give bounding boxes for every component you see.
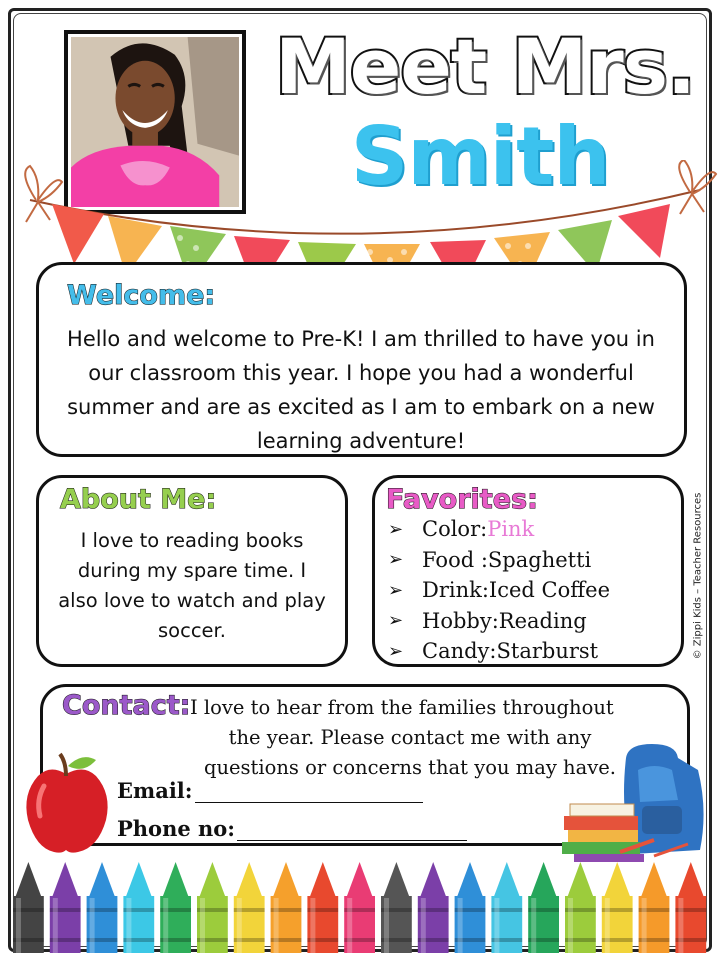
crayon-icon bbox=[13, 862, 44, 953]
page-title: Meet Mrs. bbox=[275, 22, 695, 111]
crayon-icon bbox=[197, 862, 228, 953]
crayon-icon bbox=[50, 862, 81, 953]
email-label: Email: bbox=[117, 778, 193, 803]
welcome-line: our classroom this year. I hope you had a wonderful bbox=[88, 361, 634, 385]
copyright-text: © Zippi Kids – Teacher Resources bbox=[692, 492, 704, 660]
welcome-text bbox=[44, 322, 678, 458]
crayon-icon bbox=[418, 862, 449, 953]
favorite-item-food bbox=[388, 545, 678, 576]
favorites-list bbox=[388, 514, 678, 667]
favorite-value: Iced Coffee bbox=[488, 578, 611, 603]
contact-heading: Contact: bbox=[62, 690, 191, 721]
favorite-value: Starburst bbox=[496, 639, 599, 664]
phone-blank-line bbox=[237, 819, 467, 841]
copyright-notice bbox=[688, 488, 708, 664]
crayons-border bbox=[10, 858, 710, 953]
favorite-item-hobby bbox=[388, 606, 678, 637]
crayon-icon bbox=[455, 862, 486, 953]
arrow-bullet-icon: ➢ bbox=[388, 640, 404, 662]
teacher-name: Smith bbox=[350, 110, 610, 203]
favorite-label: Color: bbox=[422, 517, 488, 542]
crayon-icon bbox=[565, 862, 596, 953]
phone-row bbox=[117, 816, 467, 841]
email-blank-line bbox=[195, 781, 423, 803]
arrow-bullet-icon: ➢ bbox=[388, 610, 404, 632]
favorite-value: Pink bbox=[487, 517, 535, 542]
welcome-line: summer and are as excited as I am to embark on a new bbox=[67, 395, 655, 419]
arrow-bullet-icon: ➢ bbox=[388, 549, 404, 571]
favorite-item-drink bbox=[388, 575, 678, 606]
contact-line: I love to hear from the families throughout bbox=[190, 696, 614, 719]
favorite-label: Hobby: bbox=[422, 608, 499, 633]
crayon-icon bbox=[491, 862, 522, 953]
books-backpack-icon bbox=[560, 740, 710, 865]
welcome-heading: Welcome: bbox=[67, 280, 216, 311]
welcome-line: learning adventure! bbox=[256, 429, 466, 453]
crayon-icon bbox=[123, 862, 154, 953]
favorite-label: Food : bbox=[422, 547, 488, 572]
crayon-icon bbox=[271, 862, 302, 953]
about-line: I love to reading books bbox=[80, 529, 304, 552]
favorite-item-color bbox=[388, 514, 678, 545]
about-text bbox=[46, 526, 338, 646]
crayon-icon bbox=[639, 862, 670, 953]
crayon-icon bbox=[87, 862, 118, 953]
favorite-label: Candy: bbox=[422, 639, 497, 664]
phone-label: Phone no: bbox=[117, 816, 236, 841]
crayon-icon bbox=[381, 862, 412, 953]
favorite-value: Spaghetti bbox=[487, 547, 592, 572]
favorite-label: Drink: bbox=[422, 578, 489, 603]
crayon-icon bbox=[234, 862, 265, 953]
email-row bbox=[117, 778, 423, 803]
about-line: soccer. bbox=[158, 619, 226, 642]
contact-line: questions or concerns that you may have. bbox=[203, 756, 617, 779]
favorites-heading: Favorites: bbox=[386, 484, 538, 515]
crayon-icon bbox=[160, 862, 191, 953]
contact-line: the year. Please contact me with any bbox=[228, 726, 592, 749]
crayon-icon bbox=[528, 862, 559, 953]
about-line: during my spare time. I bbox=[77, 559, 307, 582]
apple-icon bbox=[20, 752, 112, 856]
bow-right-icon bbox=[679, 160, 716, 214]
welcome-line: Hello and welcome to Pre-K! I am thrilled to have you in bbox=[67, 327, 655, 351]
about-line: also love to watch and play bbox=[58, 589, 326, 612]
arrow-bullet-icon: ➢ bbox=[388, 579, 404, 601]
arrow-bullet-icon: ➢ bbox=[388, 518, 404, 540]
crayon-icon bbox=[307, 862, 338, 953]
crayon-icon bbox=[602, 862, 633, 953]
about-heading: About Me: bbox=[60, 484, 217, 515]
favorite-value: Reading bbox=[498, 608, 587, 633]
crayon-icon bbox=[675, 862, 706, 953]
favorite-item-candy bbox=[388, 636, 678, 667]
crayon-icon bbox=[344, 862, 375, 953]
